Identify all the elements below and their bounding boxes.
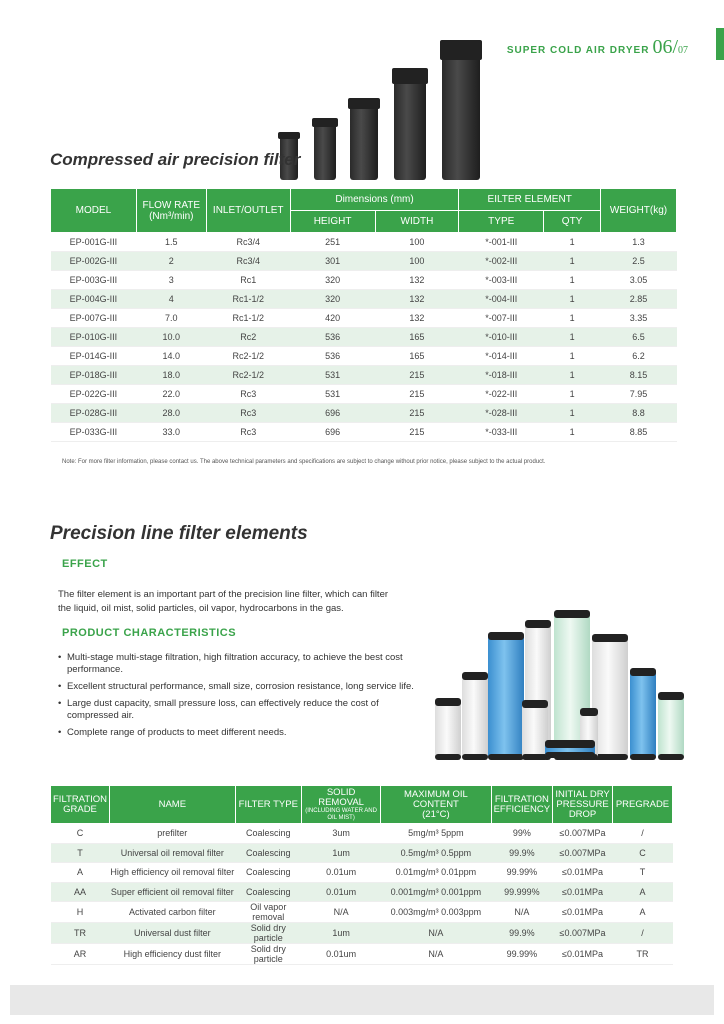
cell-max-oil: 0.003mg/m³ 0.003ppm [381, 902, 491, 923]
cell-model: EP-018G-III [51, 366, 137, 385]
col-weight: WEIGHT(kg) [601, 189, 677, 233]
cell-model: EP-010G-III [51, 328, 137, 347]
cell-max-oil: 0.01mg/m³ 0.01ppm [381, 863, 491, 883]
cell-efficiency: 99.9% [491, 843, 552, 863]
cell-model: EP-007G-III [51, 309, 137, 328]
filter-elements-image [430, 605, 690, 760]
cell-type: *-004-III [459, 290, 544, 309]
cell-pregrade: A [613, 902, 673, 923]
filter-element [545, 740, 595, 758]
filter-element [488, 632, 524, 760]
cell-pressure-drop: ≤0.01MPa [553, 902, 613, 923]
cell-type: *-028-III [459, 404, 544, 423]
cell-weight: 8.8 [601, 404, 677, 423]
table-row [51, 385, 677, 404]
cell-pregrade: C [613, 843, 673, 863]
cell-width: 100 [375, 233, 459, 252]
filter-housings-image [280, 30, 510, 180]
cell-weight: 6.5 [601, 328, 677, 347]
table-row [51, 233, 677, 252]
cell-height: 536 [290, 347, 375, 366]
filter-housing [394, 68, 426, 180]
cell-type: *-001-III [459, 233, 544, 252]
cell-pressure-drop: ≤0.01MPa [553, 944, 613, 965]
cell-inlet-outlet: Rc2 [206, 328, 290, 347]
cell-pregrade: A [613, 882, 673, 902]
list-item: • Multi-stage multi-stage filtration, high filtration accuracy, to achieve the best cost performance. [58, 652, 418, 676]
table-row [51, 843, 673, 863]
col-qty: QTY [544, 211, 601, 233]
cell-weight: 8.15 [601, 366, 677, 385]
cell-qty: 1 [544, 233, 601, 252]
cell-width: 100 [375, 252, 459, 271]
effect-text: The filter element is an important part of the precision line filter, which can filter the liquid, oil mist, solid particles, oil vapor, hydrocarbons in the gas. [58, 589, 389, 614]
cell-flow-rate: 22.0 [136, 385, 206, 404]
col-solid-removal-sub: (INCLUDING WATER AND OIL MIST) [305, 807, 377, 821]
col-flow-rate-line2: (Nm³/min) [149, 210, 194, 222]
filtration-grade-table [50, 785, 673, 965]
cell-model: EP-002G-III [51, 252, 137, 271]
cell-weight: 1.3 [601, 233, 677, 252]
cell-model: EP-001G-III [51, 233, 137, 252]
filter-element [435, 698, 461, 760]
col-max-oil-line1: MAXIMUM OIL CONTENT [403, 788, 468, 810]
cell-qty: 1 [544, 252, 601, 271]
cell-model: EP-014G-III [51, 347, 137, 366]
cell-type: *-003-III [459, 271, 544, 290]
col-pressure-line2: PRESSURE [556, 798, 609, 810]
table-row [51, 944, 673, 965]
cell-qty: 1 [544, 328, 601, 347]
cell-flow-rate: 10.0 [136, 328, 206, 347]
cell-name: Activated carbon filter [110, 902, 236, 923]
cell-height: 536 [290, 328, 375, 347]
characteristics-heading: PRODUCT CHARACTERISTICS [62, 627, 237, 639]
cell-pregrade: TR [613, 944, 673, 965]
list-item: • Excellent structural performance, small size, corrosion resistance, long service life. [58, 681, 418, 693]
filter-housing [350, 98, 378, 180]
cell-qty: 1 [544, 271, 601, 290]
cell-grade: AA [51, 882, 110, 902]
cell-height: 301 [290, 252, 375, 271]
cell-efficiency: 99.99% [491, 863, 552, 883]
cell-grade: T [51, 843, 110, 863]
col-pressure-line3: DROP [568, 808, 597, 820]
cell-model: EP-028G-III [51, 404, 137, 423]
col-inlet-outlet: INLET/OUTLET [206, 189, 290, 233]
table-row [51, 290, 677, 309]
cell-max-oil: 0.5mg/m³ 0.5ppm [381, 843, 491, 863]
cell-solid-removal: 1um [302, 843, 381, 863]
cell-pregrade: / [613, 824, 673, 844]
col-solid-removal-title: SOLID REMOVAL [318, 786, 364, 808]
cell-filter-type: Coalescing [235, 882, 301, 902]
cell-solid-removal: 3um [302, 824, 381, 844]
col-efficiency-line1: FILTRATION [494, 793, 549, 805]
filter-spec-table [50, 188, 677, 442]
cell-weight: 2.5 [601, 252, 677, 271]
table-row [51, 252, 677, 271]
page-number [652, 36, 688, 58]
cell-efficiency: 99% [491, 824, 552, 844]
cell-inlet-outlet: Rc3 [206, 385, 290, 404]
cell-max-oil: N/A [381, 923, 491, 944]
col-max-oil-line2: (21°C) [422, 808, 450, 820]
col-flow-rate [136, 189, 206, 233]
col-grade-line2: GRADE [63, 803, 97, 815]
col-max-oil [381, 786, 491, 824]
cell-pregrade: / [613, 923, 673, 944]
section2-title: Precision line filter elements [50, 523, 308, 544]
cell-type: *-014-III [459, 347, 544, 366]
cell-type: *-002-III [459, 252, 544, 271]
col-type: TYPE [459, 211, 544, 233]
cell-inlet-outlet: Rc2-1/2 [206, 347, 290, 366]
cell-filter-type: Solid dry particle [235, 923, 301, 944]
cell-flow-rate: 3 [136, 271, 206, 290]
cell-height: 696 [290, 404, 375, 423]
cell-solid-removal: 0.01um [302, 882, 381, 902]
cell-height: 420 [290, 309, 375, 328]
cell-width: 132 [375, 271, 459, 290]
cell-qty: 1 [544, 309, 601, 328]
page-current: 06/ [652, 36, 678, 58]
cell-qty: 1 [544, 404, 601, 423]
cell-filter-type: Coalescing [235, 824, 301, 844]
cell-type: *-007-III [459, 309, 544, 328]
table-row [51, 824, 673, 844]
cell-name: prefilter [110, 824, 236, 844]
cell-solid-removal: 0.01um [302, 863, 381, 883]
cell-weight: 3.35 [601, 309, 677, 328]
cell-max-oil: N/A [381, 944, 491, 965]
list-item: • Complete range of products to meet different needs. [58, 727, 418, 739]
cell-width: 215 [375, 385, 459, 404]
cell-weight: 8.85 [601, 423, 677, 442]
cell-type: *-022-III [459, 385, 544, 404]
table-row [51, 423, 677, 442]
table-row [51, 882, 673, 902]
col-pressure-drop [553, 786, 613, 824]
cell-weight: 6.2 [601, 347, 677, 366]
cell-filter-type: Coalescing [235, 863, 301, 883]
list-item: • Large dust capacity, small pressure loss, can effectively reduce the cost of compressed air. [58, 698, 418, 722]
cell-pregrade: T [613, 863, 673, 883]
cell-model: EP-022G-III [51, 385, 137, 404]
cell-width: 132 [375, 309, 459, 328]
cell-flow-rate: 33.0 [136, 423, 206, 442]
cell-flow-rate: 18.0 [136, 366, 206, 385]
col-efficiency [491, 786, 552, 824]
cell-type: *-010-III [459, 328, 544, 347]
cell-qty: 1 [544, 347, 601, 366]
cell-weight: 2.85 [601, 290, 677, 309]
col-flow-rate-line1: FLOW RATE [142, 199, 201, 211]
cell-type: *-018-III [459, 366, 544, 385]
table-row [51, 366, 677, 385]
filter-element [630, 668, 656, 760]
cell-solid-removal: 1um [302, 923, 381, 944]
cell-solid-removal: 0.01um [302, 944, 381, 965]
cell-grade: H [51, 902, 110, 923]
cell-grade: C [51, 824, 110, 844]
cell-height: 320 [290, 271, 375, 290]
cell-pressure-drop: ≤0.007MPa [553, 843, 613, 863]
cell-pressure-drop: ≤0.01MPa [553, 863, 613, 883]
cell-inlet-outlet: Rc1-1/2 [206, 309, 290, 328]
col-grade-line1: FILTRATION [53, 793, 108, 805]
cell-width: 215 [375, 404, 459, 423]
cell-inlet-outlet: Rc3/4 [206, 233, 290, 252]
page-bottom-band [10, 985, 714, 1015]
filter-housing [442, 40, 480, 180]
cell-max-oil: 5mg/m³ 5ppm [381, 824, 491, 844]
cell-pressure-drop: ≤0.007MPa [553, 824, 613, 844]
col-pregrade: PREGRADE [613, 786, 673, 824]
cell-width: 215 [375, 423, 459, 442]
header-title-text: SUPER COLD AIR DRYER [506, 45, 650, 56]
header-accent-bar [716, 28, 724, 60]
cell-filter-type: Oil vapor removal [235, 902, 301, 923]
cell-height: 320 [290, 290, 375, 309]
cell-flow-rate: 28.0 [136, 404, 206, 423]
col-efficiency-line2: EFFICIENCY [493, 803, 551, 815]
cell-grade: AR [51, 944, 110, 965]
cell-width: 165 [375, 347, 459, 366]
cell-height: 251 [290, 233, 375, 252]
table-note: Note: For more filter information, please contact us. The above technical parameters and specifications are subject to change without prior notice, please subject to the actual product. [62, 459, 546, 465]
cell-model: EP-003G-III [51, 271, 137, 290]
cell-inlet-outlet: Rc3/4 [206, 252, 290, 271]
page-total: 07 [678, 45, 688, 56]
cell-grade: TR [51, 923, 110, 944]
cell-inlet-outlet: Rc3 [206, 404, 290, 423]
table-row [51, 309, 677, 328]
cell-name: High efficiency oil removal filter [110, 863, 236, 883]
cell-inlet-outlet: Rc1-1/2 [206, 290, 290, 309]
characteristics-list [58, 652, 418, 744]
cell-qty: 1 [544, 290, 601, 309]
cell-qty: 1 [544, 366, 601, 385]
cell-name: High efficiency dust filter [110, 944, 236, 965]
table-row [51, 347, 677, 366]
cell-qty: 1 [544, 423, 601, 442]
col-dimensions: Dimensions (mm) [290, 189, 459, 211]
cell-name: Universal oil removal filter [110, 843, 236, 863]
cell-solid-removal: N/A [302, 902, 381, 923]
cell-efficiency: 99.999% [491, 882, 552, 902]
cell-flow-rate: 2 [136, 252, 206, 271]
col-model: MODEL [51, 189, 137, 233]
cell-flow-rate: 14.0 [136, 347, 206, 366]
cell-flow-rate: 1.5 [136, 233, 206, 252]
cell-max-oil: 0.001mg/m³ 0.001ppm [381, 882, 491, 902]
cell-name: Super efficient oil removal filter [110, 882, 236, 902]
cell-width: 165 [375, 328, 459, 347]
col-solid-removal [302, 786, 381, 824]
col-height: HEIGHT [290, 211, 375, 233]
cell-flow-rate: 4 [136, 290, 206, 309]
table-row [51, 902, 673, 923]
col-grade [51, 786, 110, 824]
col-pressure-line1: INITIAL DRY [555, 788, 610, 800]
cell-pressure-drop: ≤0.01MPa [553, 882, 613, 902]
cell-inlet-outlet: Rc1 [206, 271, 290, 290]
section1-title: Compressed air precision filter [50, 150, 301, 169]
cell-height: 696 [290, 423, 375, 442]
filter-element [658, 692, 684, 760]
filter-element [462, 672, 488, 760]
cell-efficiency: 99.9% [491, 923, 552, 944]
cell-inlet-outlet: Rc3 [206, 423, 290, 442]
cell-height: 531 [290, 385, 375, 404]
cell-efficiency: 99.99% [491, 944, 552, 965]
cell-pressure-drop: ≤0.007MPa [553, 923, 613, 944]
cell-grade: A [51, 863, 110, 883]
effect-heading: EFFECT [62, 558, 108, 570]
cell-model: EP-004G-III [51, 290, 137, 309]
cell-efficiency: N/A [491, 902, 552, 923]
cell-name: Universal dust filter [110, 923, 236, 944]
cell-weight: 3.05 [601, 271, 677, 290]
cell-width: 215 [375, 366, 459, 385]
table-row [51, 328, 677, 347]
cell-inlet-outlet: Rc2-1/2 [206, 366, 290, 385]
filter-housing [314, 118, 336, 180]
table-row [51, 863, 673, 883]
cell-filter-type: Solid dry particle [235, 944, 301, 965]
col-filter-type: FILTER TYPE [235, 786, 301, 824]
cell-weight: 7.95 [601, 385, 677, 404]
col-name: NAME [110, 786, 236, 824]
cell-type: *-033-III [459, 423, 544, 442]
cell-flow-rate: 7.0 [136, 309, 206, 328]
col-width: WIDTH [375, 211, 459, 233]
cell-height: 531 [290, 366, 375, 385]
cell-width: 132 [375, 290, 459, 309]
cell-model: EP-033G-III [51, 423, 137, 442]
cell-filter-type: Coalescing [235, 843, 301, 863]
table-row [51, 404, 677, 423]
table-row [51, 923, 673, 944]
header-title [507, 36, 688, 59]
table-row [51, 271, 677, 290]
col-filter-element: EILTER ELEMENT [459, 189, 601, 211]
cell-qty: 1 [544, 385, 601, 404]
